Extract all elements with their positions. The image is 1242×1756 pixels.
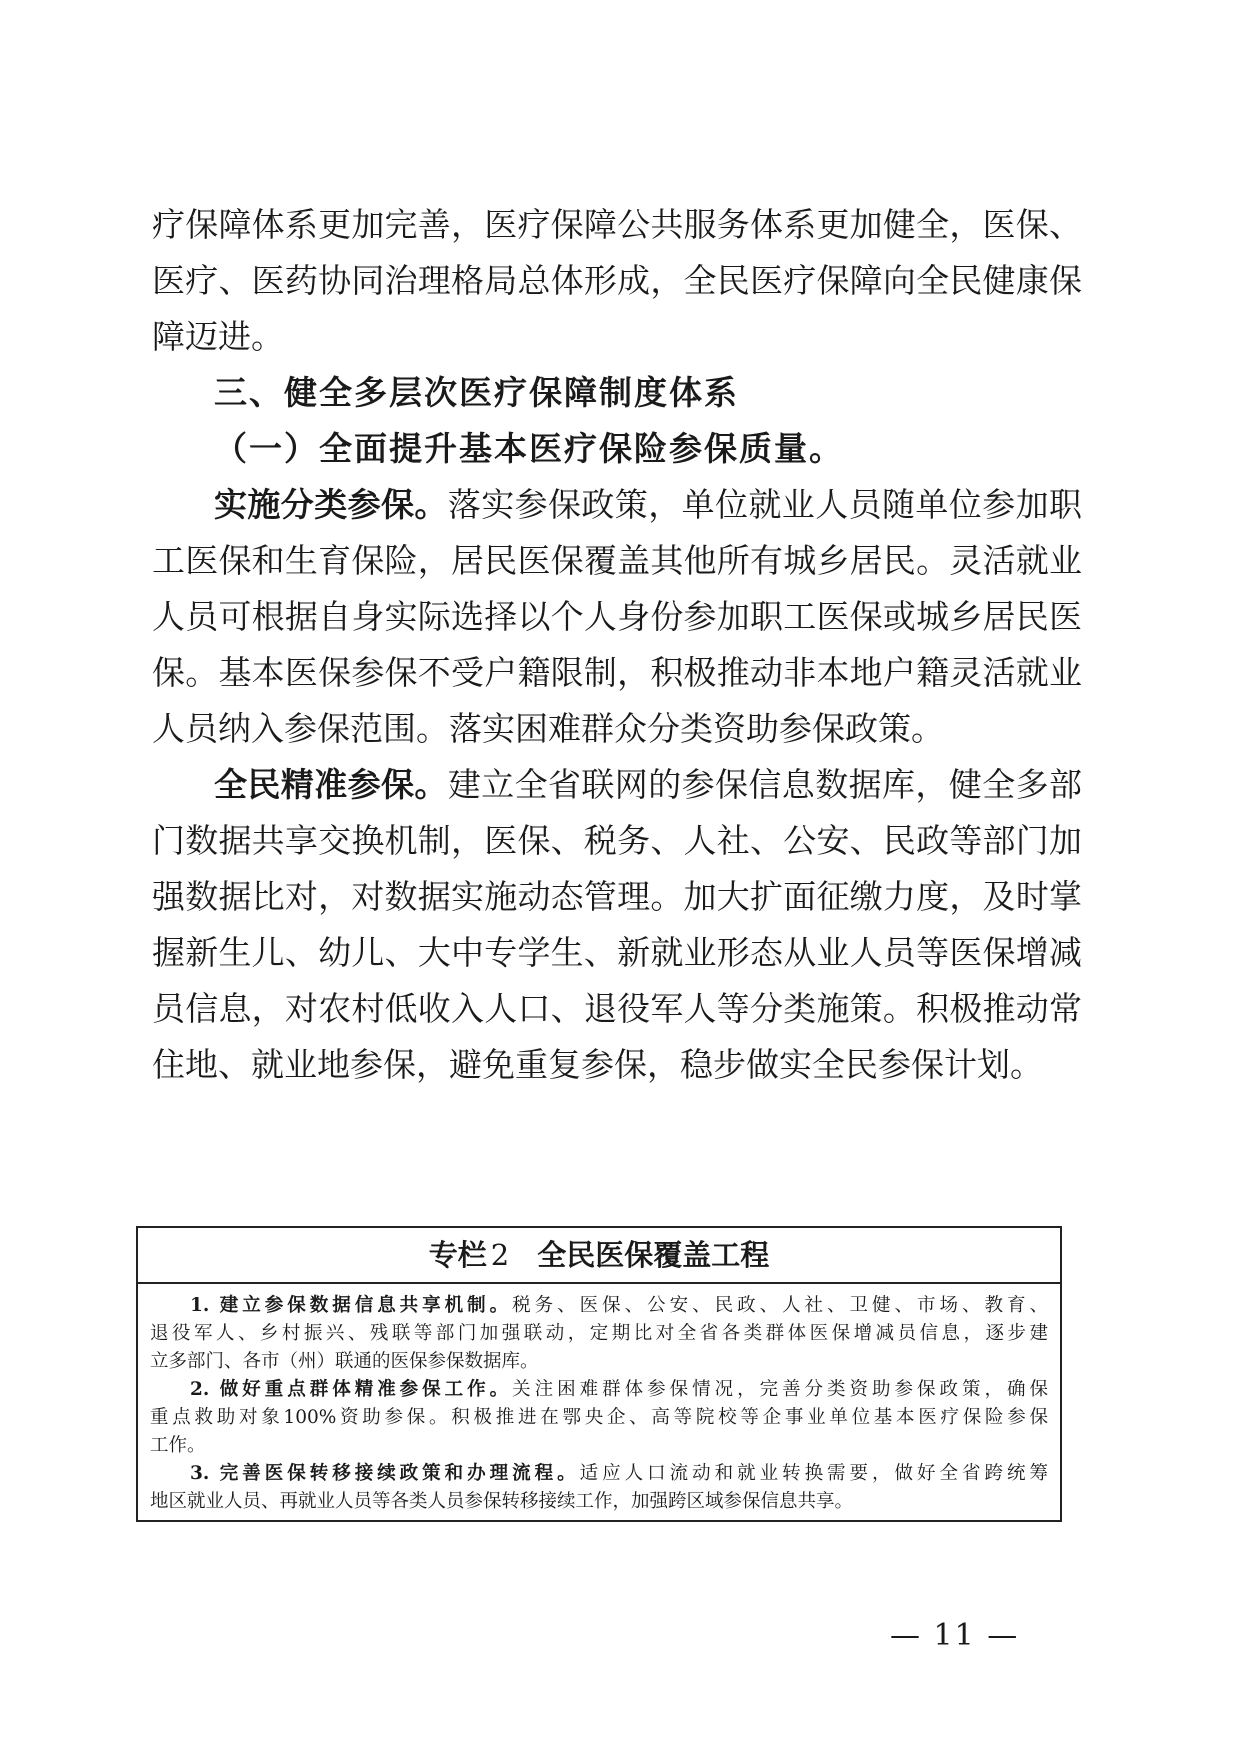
paragraph-first-line [214, 765, 1082, 805]
paragraph-first-line [214, 485, 1082, 525]
paragraph-line: 工医保和生育保险，居民医保覆盖其他所有城乡居民。灵活就业 [152, 541, 1082, 580]
paragraph-line: 疗保障体系更加完善，医疗保障公共服务体系更加健全，医保、 [152, 205, 1082, 244]
column-item-text: 税务、医保、公安、民政、人社、卫健、市场、教育、 [512, 1295, 1048, 1316]
column-item-line: 立多部门、各市（州）联通的医保参保数据库。 [150, 1351, 539, 1372]
paragraph-lead: 实施分类参保。 [214, 485, 448, 524]
paragraph-line: 强数据比对，对数据实施动态管理。加大扩面征缴力度，及时掌 [152, 877, 1082, 916]
section-heading: 三、健全多层次医疗保障制度体系 [214, 373, 739, 412]
paragraph-line: 握新生儿、幼儿、大中专学生、新就业形态从业人员等医保增减 [152, 933, 1082, 972]
paragraph-text: 建立全省联网的参保信息数据库，健全多部 [447, 765, 1083, 804]
column-title-number: 2 [490, 1238, 510, 1272]
column-item-text: 适应人口流动和就业转换需要，做好全省跨统筹 [579, 1463, 1048, 1484]
column-title-prefix: 专栏 [428, 1238, 487, 1272]
column-item-line: 地区就业人员、再就业人员等各类人员参保转移接续工作，加强跨区域参保信息共享。 [150, 1491, 854, 1512]
column-item-first-line [150, 1460, 1048, 1488]
column-item-line: 退役军人、乡村振兴、残联等部门加强联动，定期比对全省各类群体医保增减员信息，逐步建 [150, 1323, 1048, 1344]
column-item-first-line [150, 1292, 1048, 1320]
page-number: — 11 — [890, 1618, 1020, 1653]
column-box [136, 1226, 1062, 1522]
paragraph-line: 人员可根据自身实际选择以个人身份参加职工医保或城乡居民医 [152, 597, 1082, 636]
column-title-text: 全民医保覆盖工程 [537, 1238, 770, 1272]
column-item-lead: 1. 建立参保数据信息共享机制。 [190, 1295, 513, 1316]
subsection-heading: （一）全面提升基本医疗保险参保质量。 [214, 429, 844, 468]
paragraph-line: 医疗、医药协同治理格局总体形成，全民医疗保障向全民健康保 [152, 261, 1082, 300]
column-item-first-line [150, 1376, 1048, 1404]
paragraph-line: 门数据共享交换机制，医保、税务、人社、公安、民政等部门加 [152, 821, 1082, 860]
column-item-lead: 2. 做好重点群体精准参保工作。 [190, 1379, 513, 1400]
paragraph-line: 住地、就业地参保，避免重复参保，稳步做实全民参保计划。 [152, 1045, 1043, 1084]
paragraph-line: 障迈进。 [152, 317, 284, 356]
column-item-lead: 3. 完善医保转移接续政策和办理流程。 [190, 1463, 580, 1484]
column-box-body [138, 1284, 1060, 1516]
column-box-title [138, 1228, 1060, 1284]
paragraph-lead: 全民精准参保。 [214, 765, 448, 804]
column-item-line: 工作。 [150, 1435, 206, 1456]
column-item-text: 关注困难群体参保情况，完善分类资助参保政策，确保 [512, 1379, 1048, 1400]
paragraph-line: 保。基本医保参保不受户籍限制，积极推动非本地户籍灵活就业 [152, 653, 1082, 692]
column-item-line: 重点救助对象100%资助参保。积极推进在鄂央企、高等院校等企事业单位基本医疗保险参保 [150, 1407, 1048, 1428]
paragraph-line: 员信息，对农村低收入人口、退役军人等分类施策。积极推动常 [152, 989, 1082, 1028]
paragraph-text: 落实参保政策，单位就业人员随单位参加职 [447, 485, 1083, 524]
paragraph-line: 人员纳入参保范围。落实困难群众分类资助参保政策。 [152, 709, 944, 748]
